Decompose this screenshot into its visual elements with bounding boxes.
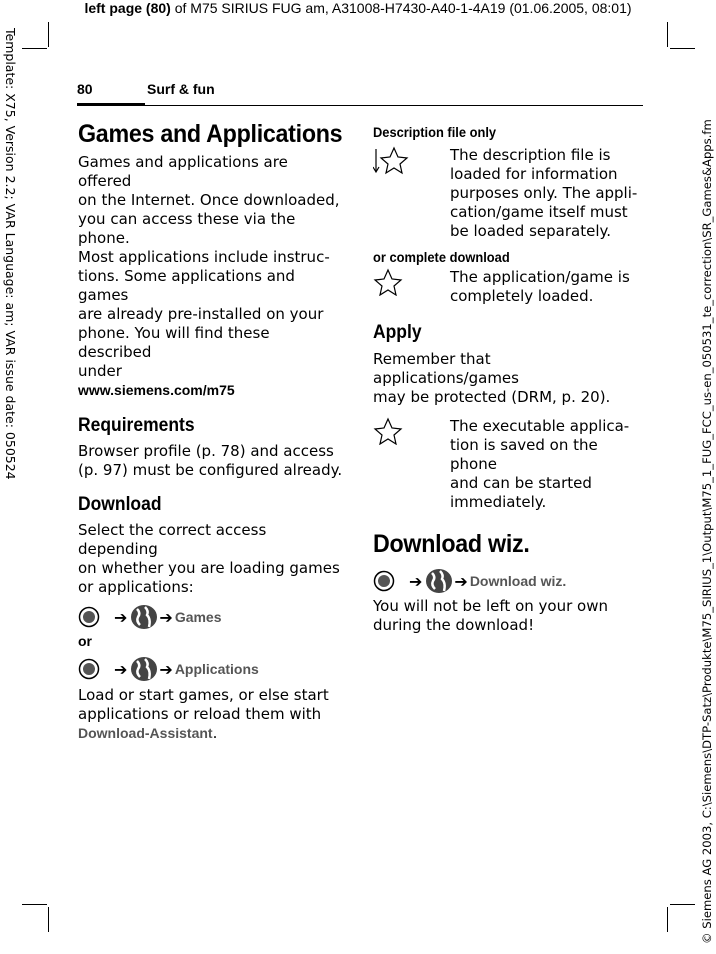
text-line: You will not be left on your own [373, 597, 608, 615]
nav-path-applications [78, 655, 343, 683]
download-heading: Download [78, 494, 162, 515]
text-line: (p. 97) must be configured already. [78, 461, 343, 479]
text-line: may be protected (DRM, p. 20). [373, 388, 611, 406]
template-info-vertical: Template: X75, Version 2.2; VAR Language: am; VAR issue date: 050524 [3, 28, 18, 480]
internet-globe-icon [129, 603, 159, 631]
complete-download-option [373, 268, 638, 306]
complete-download-text [450, 268, 638, 306]
print-slug [0, 0, 716, 17]
text-line: tion is saved on the phone [450, 436, 598, 473]
siemens-url: www.siemens.com/m75 [78, 382, 235, 398]
download-paragraph [78, 521, 343, 597]
text-line: tions. Some applications and games [78, 267, 295, 304]
crop-mark [22, 48, 47, 49]
crop-mark [670, 48, 695, 49]
crop-mark [48, 22, 49, 47]
text-line: The application/game is [450, 268, 630, 286]
navigation-key-icon [373, 570, 395, 592]
text-line: on the Internet. Once downloaded, [78, 191, 340, 209]
intro-paragraph [78, 153, 343, 381]
text-line: you can access these via the phone. [78, 210, 296, 247]
running-header [77, 79, 643, 107]
navigation-key-icon [78, 658, 100, 680]
or-label: or [78, 633, 92, 649]
header-rule [145, 105, 643, 106]
description-file-option [373, 146, 638, 241]
crop-mark [22, 904, 47, 905]
menu-download-wizard-label: Download wiz. [469, 573, 567, 589]
star-icon [373, 268, 403, 296]
nav-path-download-wizard [373, 567, 638, 595]
crop-mark [667, 22, 668, 47]
header-rule-thick [77, 103, 145, 106]
text-line: loaded for information [450, 165, 618, 183]
page-title: Games and Applications [78, 120, 343, 148]
text-line: The executable applica- [450, 417, 630, 435]
text-line: and can be started [450, 474, 592, 492]
text-line: be loaded separately. [450, 222, 611, 240]
text-line: Most applications include instruc- [78, 248, 330, 266]
left-column [78, 118, 343, 743]
arrow-icon: ➔ [454, 571, 468, 591]
crop-mark [670, 904, 695, 905]
description-file-text [450, 146, 638, 241]
section-title: Surf & fun [147, 81, 215, 97]
download-wizard-heading: Download wiz. [373, 530, 530, 558]
load-paragraph [78, 686, 343, 743]
text-line: are already pre-installed on your [78, 305, 324, 323]
text-line: cation/game itself must [450, 203, 628, 221]
star-icon [373, 417, 403, 445]
menu-applications-label: Applications [174, 661, 259, 677]
crop-mark [48, 907, 49, 932]
text-line: Browser profile (p. 78) and access [78, 442, 334, 460]
executable-option [373, 417, 638, 512]
crop-mark [667, 907, 668, 932]
text-line: Load or start games, or else start [78, 686, 329, 704]
apply-heading: Apply [373, 322, 422, 343]
arrow-icon: ➔ [114, 607, 128, 627]
text-line: Remember that applications/games [373, 350, 519, 387]
download-assistant-term: Download-Assistant [78, 725, 213, 741]
text-line: during the download! [373, 616, 535, 634]
text-line: applications or reload them with [78, 705, 322, 723]
right-column [373, 118, 638, 635]
requirements-paragraph [78, 442, 343, 480]
text-line: Select the correct access depending [78, 521, 267, 558]
arrow-icon: ➔ [114, 659, 128, 679]
slug-page-ref: left page (80) [84, 0, 171, 16]
text-line: phone. You will find these described [78, 324, 270, 361]
executable-text [450, 417, 638, 512]
arrow-icon: ➔ [159, 607, 173, 627]
nav-path-games [78, 603, 343, 631]
arrow-icon: ➔ [159, 659, 173, 679]
internet-globe-icon [129, 655, 159, 683]
download-wizard-paragraph [373, 597, 638, 635]
internet-globe-icon [424, 567, 454, 595]
text-line: on whether you are loading games [78, 559, 340, 577]
copyright-path-vertical: © Siemens AG 2003, C:\Siemens\DTP-Satz\Produkte\M75_SIRIUS_1\Output\M75_1_FUG_FCC_us-en_050531_te_correction\SR_Games&Apps.fm [700, 119, 714, 944]
text-line: completely loaded. [450, 287, 594, 305]
text-line: . [212, 724, 218, 742]
text-line: immediately. [450, 493, 547, 511]
menu-games-label: Games [174, 609, 222, 625]
description-file-heading: Description file only [373, 124, 497, 140]
text-line: Games and applications are offered [78, 153, 288, 190]
requirements-heading: Requirements [78, 415, 195, 436]
text-line: The description file is [450, 146, 611, 164]
arrow-icon: ➔ [409, 571, 423, 591]
slug-doc-info: of M75 SIRIUS FUG am, A31008-H7430-A40-1-4A19 (01.06.2005, 08:01) [170, 0, 632, 16]
text-line: under [78, 362, 122, 380]
complete-download-heading: or complete download [373, 249, 510, 265]
text-line: purposes only. The appli- [450, 184, 638, 202]
download-star-icon [373, 146, 409, 176]
navigation-key-icon [78, 606, 100, 628]
apply-paragraph [373, 350, 638, 407]
page-number: 80 [77, 81, 93, 97]
text-line: or applications: [78, 578, 194, 596]
